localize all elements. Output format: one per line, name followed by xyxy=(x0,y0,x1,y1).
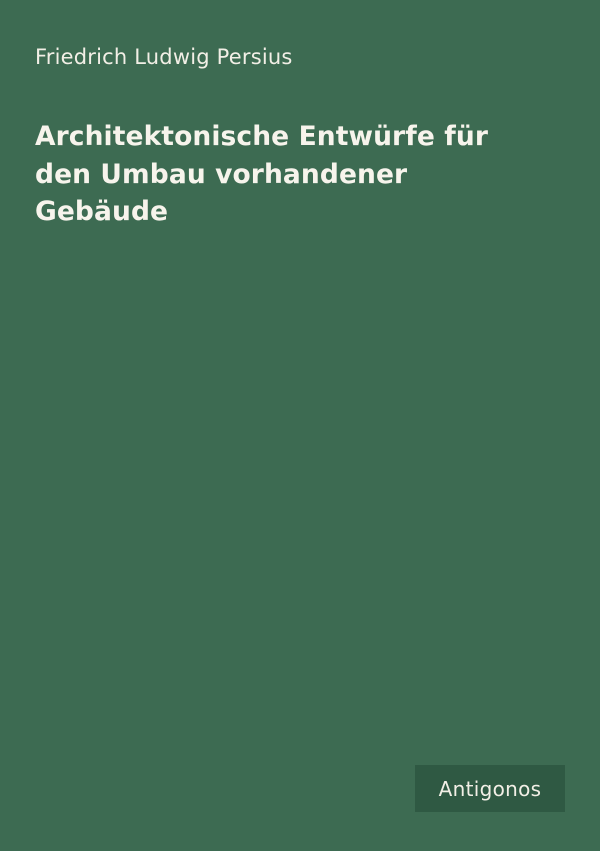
book-title: Architektonische Entwürfe für den Umbau vorhandener Gebäude xyxy=(35,121,489,228)
author-name: Friedrich Ludwig Persius xyxy=(35,45,293,69)
publisher-badge xyxy=(415,765,565,812)
publisher-name: Antigonos xyxy=(438,776,542,801)
